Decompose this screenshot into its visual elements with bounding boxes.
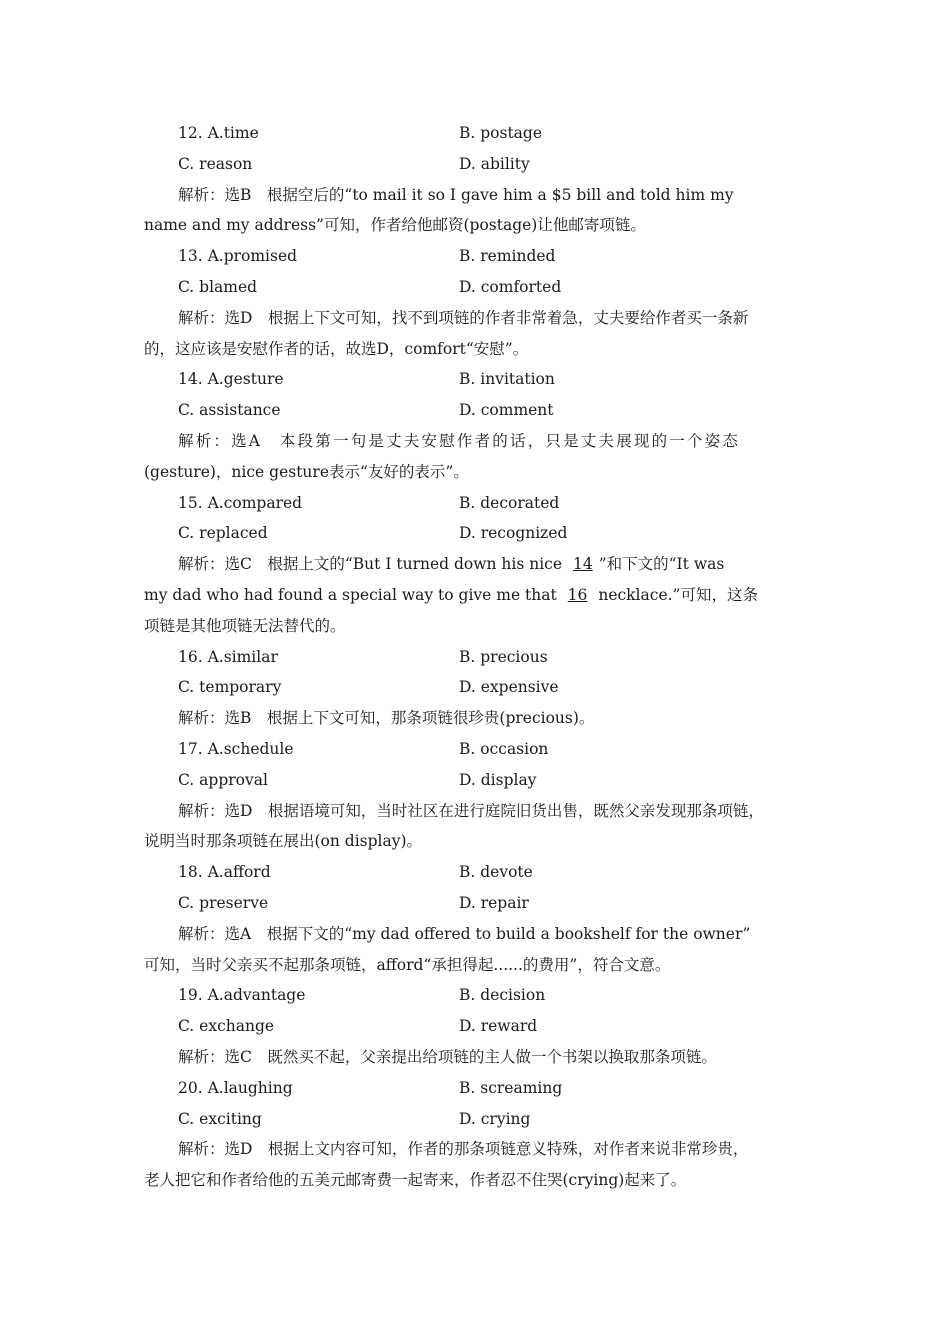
analysis-12-line-2: name and my address”可知，作者给他邮资(postage)让他邮寄项链。 (144, 216, 646, 235)
option-a: 20. A.laughing (178, 1078, 293, 1097)
analysis-19-line-1: 解析：选C 既然买不起，父亲提出给项链的主人做一个书架以换取那条项链。 (178, 1047, 717, 1066)
option-b: B. invitation (459, 370, 555, 389)
question-19-options-ab (144, 980, 810, 1011)
answer-key-content (144, 118, 810, 1196)
option-d: D. recognized (459, 524, 568, 543)
option-c: C. approval (178, 770, 268, 789)
analysis-15-line-3: 项链是其他项链无法替代的。 (144, 616, 346, 635)
analysis-text: ”和下文的“It was (598, 555, 725, 574)
option-c: C. reason (178, 154, 253, 173)
question-15-options-ab (144, 488, 810, 519)
question-13-options-ab (144, 241, 810, 272)
analysis-text: my dad who had found a special way to give me that (144, 585, 562, 604)
option-b: B. reminded (459, 247, 556, 266)
analysis-18-line-1: 解析：选A 根据下文的“my dad offered to build a bookshelf for the owner” (178, 924, 751, 943)
option-c: C. replaced (178, 524, 268, 543)
question-17-options-cd (144, 765, 810, 796)
analysis-12-line-1: 解析：选B 根据空后的“to mail it so I gave him a $5 bill and told him my (178, 185, 734, 204)
option-d: D. reward (459, 1017, 538, 1036)
blank-16: 16 (567, 585, 588, 604)
option-c: C. assistance (178, 401, 281, 420)
analysis-14-line-2: (gesture)，nice gesture表示“友好的表示”。 (144, 462, 469, 481)
option-c: C. exciting (178, 1109, 262, 1128)
question-18-options-cd (144, 888, 810, 919)
blank-14: 14 (572, 555, 593, 574)
option-d: D. ability (459, 154, 530, 173)
question-12-options-cd (144, 149, 810, 180)
question-20-options-cd (144, 1104, 810, 1135)
option-b: B. precious (459, 647, 548, 666)
option-b: B. decision (459, 986, 546, 1005)
option-b: B. postage (459, 124, 543, 142)
option-d: D. crying (459, 1109, 531, 1128)
analysis-text: 解析：选C 根据上文的“But I turned down his nice (178, 555, 567, 574)
analysis-18-line-2: 可知，当时父亲买不起那条项链，afford“承担得起......的费用”，符合文意。 (144, 955, 671, 974)
question-17-options-ab (144, 734, 810, 765)
option-d: D. repair (459, 893, 529, 912)
option-a: 19. A.advantage (178, 986, 306, 1005)
question-18-options-ab (144, 857, 810, 888)
option-a: 13. A.promised (178, 247, 298, 266)
option-a: 16. A.similar (178, 647, 278, 666)
option-c: C. exchange (178, 1017, 275, 1036)
option-c: C. preserve (178, 893, 269, 912)
option-a: 17. A.schedule (178, 739, 294, 758)
option-b: B. decorated (459, 493, 560, 512)
option-d: D. comment (459, 401, 554, 420)
analysis-text: necklace.”可知，这条 (593, 585, 758, 604)
option-a: 12. A.time (178, 124, 259, 142)
question-14-options-ab (144, 364, 810, 395)
question-20-options-ab (144, 1073, 810, 1104)
analysis-13-line-2: 的，这应该是安慰作者的话，故选D，comfort“安慰”。 (144, 339, 529, 358)
option-a: 15. A.compared (178, 493, 303, 512)
option-c: C. blamed (178, 277, 258, 296)
analysis-20-line-2: 老人把它和作者给他的五美元邮寄费一起寄来，作者忍不住哭(crying)起来了。 (144, 1171, 687, 1190)
question-16-options-cd (144, 672, 810, 703)
option-d: D. comforted (459, 277, 562, 296)
option-b: B. occasion (459, 739, 549, 758)
analysis-15-line-2 (144, 580, 810, 611)
question-12-options-ab (144, 118, 810, 149)
analysis-16-line-1: 解析：选B 根据上下文可知，那条项链很珍贵(precious)。 (178, 709, 595, 728)
option-b: B. devote (459, 863, 533, 882)
question-15-options-cd (144, 518, 810, 549)
analysis-20-line-1: 解析：选D 根据上文内容可知，作者的那条项链意义特殊，对作者来说非常珍贵， (178, 1140, 749, 1159)
option-d: D. display (459, 770, 537, 789)
analysis-15-line-1 (144, 549, 810, 580)
question-14-options-cd (144, 395, 810, 426)
analysis-13-line-1: 解析：选D 根据上下文可知，找不到项链的作者非常着急，丈夫要给作者买一条新 (178, 308, 749, 327)
option-a: 18. A.afford (178, 863, 271, 882)
analysis-17-line-2: 说明当时那条项链在展出(on display)。 (144, 832, 423, 851)
option-b: B. screaming (459, 1078, 563, 1097)
analysis-14-line-1: 解析：选A 本段第一句是丈夫安慰作者的话，只是丈夫展现的一个姿态 (178, 431, 741, 450)
question-16-options-ab (144, 642, 810, 673)
question-13-options-cd (144, 272, 810, 303)
option-a: 14. A.gesture (178, 370, 284, 389)
option-d: D. expensive (459, 678, 559, 697)
question-19-options-cd (144, 1011, 810, 1042)
option-c: C. temporary (178, 678, 282, 697)
analysis-17-line-1: 解析：选D 根据语境可知，当时社区在进行庭院旧货出售，既然父亲发现那条项链， (178, 801, 764, 820)
